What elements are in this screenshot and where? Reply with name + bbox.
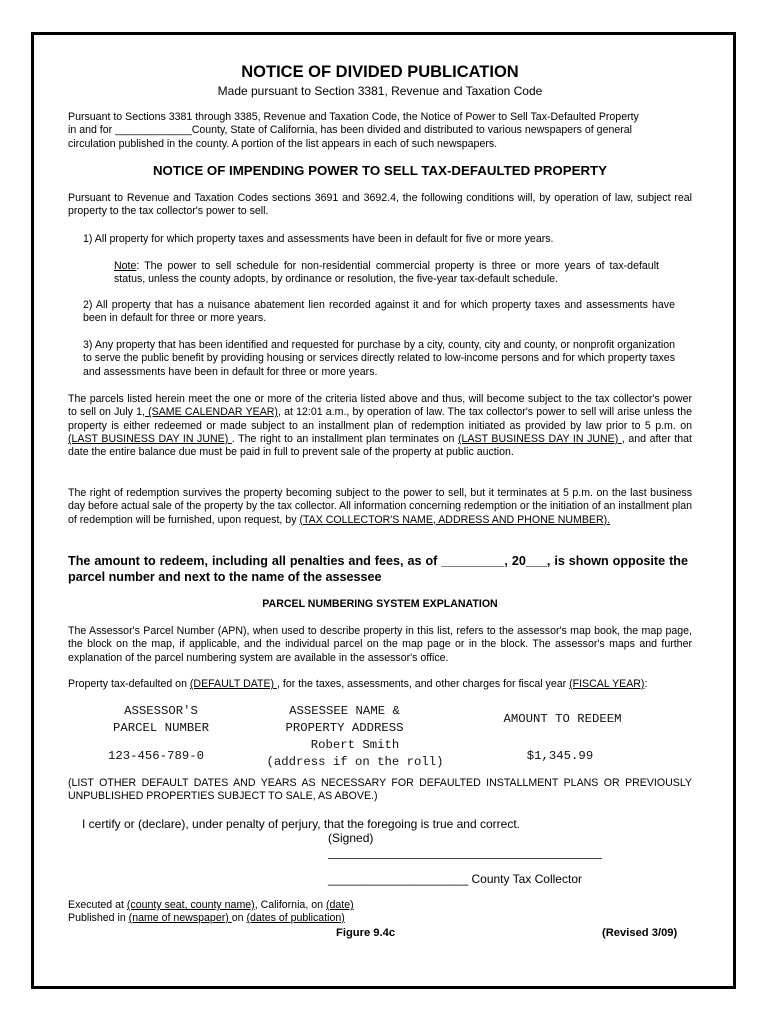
note-label: Note [114, 260, 137, 272]
note-text: : The power to sell schedule for non-residential commercial property is three or more years of tax-default status, unless the county adopts, by ordinance or resolution, the five-year tax-default schedule. [114, 260, 659, 286]
col-header-parcel-line2: PARCEL NUMBER [113, 721, 209, 735]
page-title: NOTICE OF DIVIDED PUBLICATION [241, 63, 519, 81]
amount-to-redeem-cell: $1,345.99 [526, 749, 594, 763]
executed-date-field: (date) [325, 899, 354, 911]
figure-label: Figure 9.4c [336, 927, 396, 939]
executed-text-a: Executed at [68, 899, 127, 911]
col-header-parcel-line1: ASSESSOR'S [124, 704, 198, 718]
county-blank: _____________ [115, 124, 192, 137]
executed-text-b: , California, on [254, 899, 326, 911]
conditions-intro: Pursuant to Revenue and Taxation Codes sections 3691 and 3692.4, the following conditions will, by operation of law, subject real property to the tax collector's power to sell. [68, 192, 692, 218]
calendar-year-field: (SAME CALENDAR YEAR) [144, 406, 278, 419]
parcels-text-a: The parcels listed herein meet the one or more of the criteria listed above and thus, will become subject to the tax collector's power to sell on July 1, [68, 393, 692, 419]
published-line [68, 912, 345, 925]
default-text-b: , for the taxes, assessments, and other charges for fiscal year [277, 678, 570, 690]
apn-explanation: The Assessor's Parcel Number (APN), when used to describe property in this list, refers to the assessor's map book, the map page, the block on the map, if applicable, and the individual parcel on the map page or in the block. The assessor's maps and further explanation of the parcel numbering system are available in the assessor's office. [68, 625, 692, 664]
publication-dates-field: (dates of publication) [246, 912, 345, 924]
col-header-assessee-line2: PROPERTY ADDRESS [285, 721, 404, 735]
county-tax-collector [328, 872, 582, 886]
default-paragraph [68, 678, 692, 691]
county-seat-field: (county seat, county name) [126, 899, 255, 911]
parcels-text-b: , at 12:01 a.m., by operation of law. The tax collector's power to sell will arise unless the property is either redeemed or made subject to an installment plan of redemption initiated as provided by law prior to 5 p.m. on [68, 406, 692, 432]
parcel-numbering-heading: PARCEL NUMBERING SYSTEM EXPLANATION [262, 598, 498, 610]
col-header-assessee-line1: ASSESSEE NAME & [289, 704, 400, 718]
intro-text-b: County, State of California, has been divided and distributed to various newspapers of general [191, 124, 633, 137]
parcels-paragraph [68, 393, 692, 459]
fiscal-year-field: (FISCAL YEAR) [569, 678, 645, 690]
last-business-day-field-1: (LAST BUSINESS DAY IN JUNE) [68, 432, 232, 445]
last-business-day-field-2: (LAST BUSINESS DAY IN JUNE) [458, 432, 622, 445]
condition-1: 1) All property for which property taxes and assessments have been in default for five or more years. [83, 233, 554, 245]
collector-blank: _____________________ [328, 872, 469, 886]
assessee-cell [250, 737, 460, 771]
assessee-name: Robert Smith [310, 738, 400, 752]
certification-statement: I certify or (declare), under penalty of perjury, that the foregoing is true and correct. [82, 817, 520, 831]
intro-paragraph [68, 111, 692, 151]
note-paragraph [114, 260, 659, 287]
parcels-text-d: , and after that date the entire balance due must be paid in full to prevent sale of the property at public auction. [68, 432, 692, 459]
signed-label: (Signed) [328, 831, 374, 845]
default-text-a: Property tax-defaulted on [68, 678, 190, 690]
parcels-text-c: . The right to an installment plan terminates on [231, 432, 459, 445]
default-date-field: (DEFAULT DATE) [189, 678, 278, 690]
newspaper-name-field: (name of newspaper) [128, 912, 232, 924]
condition-2: 2) All property that has a nuisance abatement lien recorded against it and for which property taxes and assessments have been in default for three or more years. [83, 299, 675, 325]
intro-line-2 [68, 124, 692, 137]
collector-title: County Tax Collector [468, 872, 582, 886]
intro-line-3: circulation published in the county. A portion of the list appears in each of such newspapers. [68, 137, 498, 150]
published-text-b: on [231, 912, 247, 924]
assessee-address: (address if on the roll) [266, 755, 444, 769]
list-other-note: (LIST OTHER DEFAULT DATES AND YEARS AS NECESSARY FOR DEFAULTED INSTALLMENT PLANS OR PREVIOUSLY UNPUBLISHED PROPERTIES SUBJECT TO SALE, AS ABOVE.) [68, 777, 692, 803]
default-colon: : [644, 678, 648, 690]
intro-line-1: Pursuant to Sections 3381 through 3385, Revenue and Taxation Code, the Notice of Power to Sell Tax-Defaulted Property [68, 111, 639, 123]
published-text-a: Published in [68, 912, 129, 924]
signature-line [328, 858, 602, 859]
tax-collector-contact-field: (TAX COLLECTOR'S NAME, ADDRESS AND PHONE NUMBER). [299, 513, 611, 526]
condition-3: 3) Any property that has been identified and requested for purchase by a city, county, city and county, or nonprofit organization to serve the public benefit by providing housing or services directly related to low-income persons and for which property taxes and assessments have been in default for three or more years. [83, 339, 675, 378]
revision-label: (Revised 3/09) [602, 927, 678, 939]
executed-line [68, 899, 354, 912]
amount-notice: The amount to redeem, including all penalties and fees, as of _________, 20___, is shown opposite the parcel number and next to the name of the assessee [68, 554, 688, 584]
parcel-number-cell: 123-456-789-0 [108, 749, 204, 763]
col-header-amount: AMOUNT TO REDEEM [503, 712, 622, 726]
impending-heading: NOTICE OF IMPENDING POWER TO SELL TAX-DEFAULTED PROPERTY [152, 163, 608, 178]
redemption-text: The right of redemption survives the property becoming subject to the power to sell, but it terminates at 5 p.m. on the last business day before actual sale of the property by the tax collector. All information concerning redemption or the initiation of an installment plan of redemption will be furnished, upon request, by [68, 487, 692, 526]
redemption-paragraph [68, 487, 692, 527]
col-header-assessee [262, 703, 427, 737]
intro-text-a: in and for [68, 124, 116, 137]
col-header-parcel-number [96, 703, 226, 737]
page-subtitle: Made pursuant to Section 3381, Revenue and Taxation Code [217, 84, 543, 98]
